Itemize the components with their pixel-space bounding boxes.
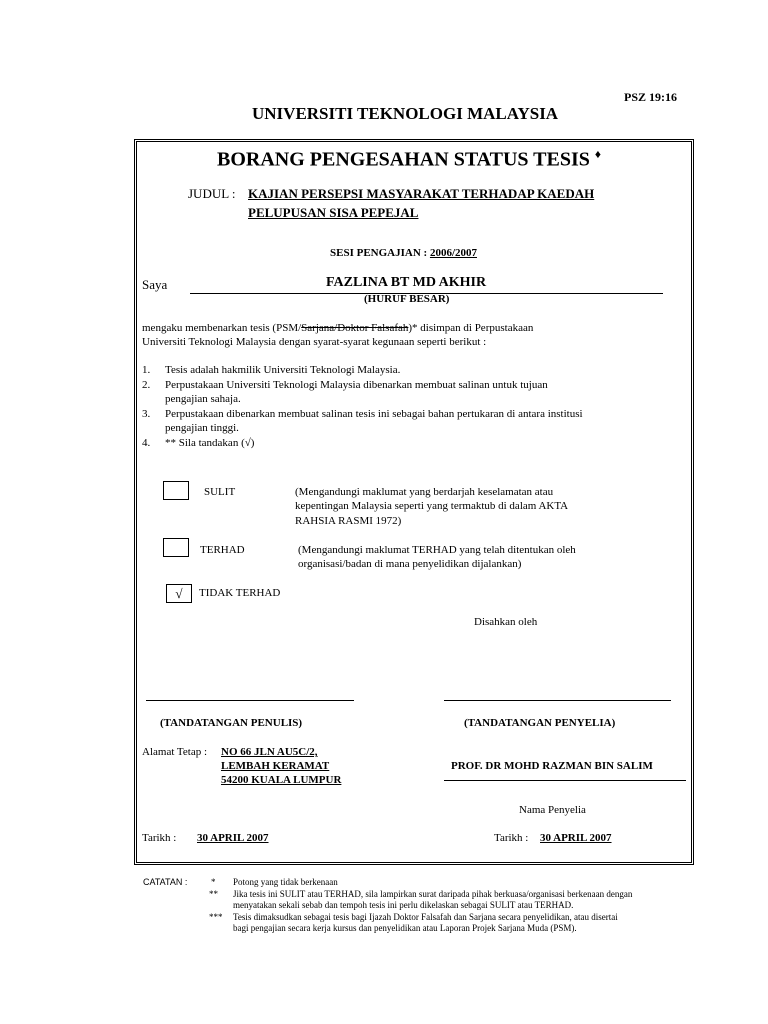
condition-3-text: Perpustakaan dibenarkan membuat salinan tesis ini sebagai bahan pertukaran di antara institusi	[165, 408, 583, 420]
supervisor-name: PROF. DR MOHD RAZMAN BIN SALIM	[451, 760, 653, 772]
condition-1-num: 1.	[142, 364, 151, 376]
condition-1-text: Tesis adalah hakmilik Universiti Teknologi Malaysia.	[165, 364, 401, 376]
sulit-desc-3: RAHSIA RASMI 1972)	[295, 515, 402, 527]
form-code: PSZ 19:16	[624, 90, 678, 104]
condition-2-text: Perpustakaan Universiti Teknologi Malaysia dibenarkan membuat salinan untuk tujuan	[165, 379, 548, 391]
university-name: UNIVERSITI TEKNOLOGI MALAYSIA	[252, 104, 559, 123]
note-3-mark: ***	[209, 912, 223, 922]
note-2-text-cont: menyatakan sekali sebab dan tempoh tesis ini perlu dikelaskan sebagai SULIT atau TERHAD.	[233, 900, 574, 910]
tarikh-left-label: Tarikh :	[142, 832, 177, 844]
form-title: BORANG PENGESAHAN STATUS TESIS ♦	[217, 147, 602, 171]
sulit-desc-1: (Mengandungi maklumat yang berdarjah keselamatan atau	[295, 486, 554, 498]
alamat-label: Alamat Tetap :	[142, 746, 208, 758]
judul-line-2: PELUPUSAN SISA PEPEJAL	[248, 205, 419, 220]
check-mark: √	[175, 586, 183, 601]
declaration-line-1: mengaku membenarkan tesis (PSM/Sarjana/Doktor Falsafah)* disimpan di Perpustakaan	[142, 322, 534, 334]
condition-4-text: ** Sila tandakan (√)	[165, 437, 255, 449]
alamat-line-3: 54200 KUALA LUMPUR	[221, 774, 342, 786]
note-2-mark: **	[209, 889, 218, 899]
note-1-mark: *	[211, 877, 216, 887]
catatan-label: CATATAN :	[143, 877, 188, 887]
tarikh-right-value: 30 APRIL 2007	[540, 832, 612, 844]
tidak-terhad-checkbox[interactable]	[166, 584, 192, 603]
disahkan-oleh: Disahkan oleh	[474, 616, 538, 628]
writer-signature-label: (TANDATANGAN PENULIS)	[160, 717, 303, 729]
condition-3-text-cont: pengajian tinggi.	[165, 422, 239, 434]
terhad-label: TERHAD	[200, 544, 245, 556]
sesi-pengajian	[330, 247, 477, 259]
declaration-line-2: Universiti Teknologi Malaysia dengan syarat-syarat kegunaan seperti berikut :	[142, 336, 487, 348]
alamat-line-2: LEMBAH KERAMAT	[221, 760, 330, 772]
supervisor-name-line	[444, 780, 686, 781]
writer-signature-line	[146, 700, 354, 701]
terhad-desc-1: (Mengandungi maklumat TERHAD yang telah ditentukan oleh	[298, 544, 576, 556]
nama-penyelia-label: Nama Penyelia	[519, 804, 586, 816]
tarikh-right-label: Tarikh :	[494, 832, 529, 844]
terhad-desc-2: organisasi/badan di mana penyelidikan dijalankan)	[298, 558, 522, 570]
note-3-text-cont: bagi pengajian secara kerja kursus dan penyelidikan atau Laporan Projek Sarjana Muda (PSM).	[233, 923, 577, 933]
sulit-checkbox[interactable]	[163, 481, 189, 500]
tarikh-left-value: 30 APRIL 2007	[197, 832, 269, 844]
huruf-besar-note: (HURUF BESAR)	[364, 293, 450, 305]
supervisor-signature-label: (TANDATANGAN PENYELIA)	[464, 717, 616, 729]
struck-text: Sarjana/Doktor Falsafah	[301, 322, 409, 334]
title-mark: ♦	[594, 147, 602, 161]
judul-line-1: KAJIAN PERSEPSI MASYARAKAT TERHADAP KAEDAH	[248, 186, 595, 201]
saya-label: Saya	[142, 277, 168, 292]
note-2-text: Jika tesis ini SULIT atau TERHAD, sila lampirkan surat daripada pihak berkuasa/organisasi berkenaan dengan	[233, 889, 633, 899]
sesi-label: SESI PENGAJIAN :	[330, 247, 428, 259]
note-1-text: Potong yang tidak berkenaan	[233, 877, 338, 887]
sesi-value: 2006/2007	[429, 247, 477, 259]
judul-label: JUDUL :	[188, 186, 236, 201]
sulit-label: SULIT	[204, 486, 236, 498]
supervisor-signature-line	[444, 700, 671, 701]
condition-4-num: 4.	[142, 437, 151, 449]
author-name: FAZLINA BT MD AKHIR	[326, 275, 487, 290]
terhad-checkbox[interactable]	[163, 538, 189, 557]
condition-2-text-cont: pengajian sahaja.	[165, 393, 241, 405]
condition-3-num: 3.	[142, 408, 151, 420]
sulit-desc-2: kepentingan Malaysia seperti yang termaktub di dalam AKTA	[295, 500, 569, 512]
condition-2-num: 2.	[142, 379, 151, 391]
alamat-line-1: NO 66 JLN AU5C/2,	[221, 746, 318, 758]
note-3-text: Tesis dimaksudkan sebagai tesis bagi Ijazah Doktor Falsafah dan Sarjana secara penyelidikan, atau disertai	[233, 912, 618, 922]
tidak-terhad-label: TIDAK TERHAD	[199, 587, 281, 599]
